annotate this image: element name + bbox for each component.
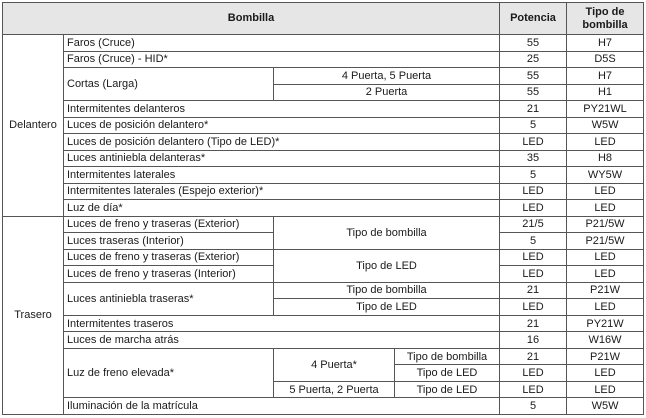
type-value: W5W [567, 398, 644, 415]
table-row [3, 117, 644, 134]
bulb-specification-table [2, 2, 644, 415]
table-row [3, 249, 644, 266]
bulb-name: Intermitentes laterales [64, 167, 500, 184]
group-rear-label: Trasero [3, 216, 64, 414]
power-value: LED [500, 200, 567, 217]
type-value: LED [567, 299, 644, 316]
table-row [3, 68, 644, 85]
bulb-name: Luz de freno elevada* [64, 348, 274, 398]
door-variant-label: 4 Puerta* [274, 348, 395, 381]
table-row [3, 51, 644, 68]
power-value: LED [500, 134, 567, 151]
type-value: P21/5W [567, 233, 644, 250]
table-row [3, 216, 644, 233]
power-value: 5 [500, 117, 567, 134]
power-value: LED [500, 266, 567, 283]
power-value: 5 [500, 233, 567, 250]
header-bulb-type [567, 3, 644, 35]
bulb-name: Iluminación de la matrícula [64, 398, 500, 415]
table-row [3, 398, 644, 415]
type-value: LED [567, 381, 644, 398]
bulb-name: Luces de posición delantero (Tipo de LED)* [64, 134, 500, 151]
variant-label: 4 Puerta, 5 Puerta [274, 68, 500, 85]
type-value: H7 [567, 35, 644, 52]
power-value: LED [500, 365, 567, 382]
bulb-name: Intermitentes laterales (Espejo exterior)* [64, 183, 500, 200]
power-value: 25 [500, 51, 567, 68]
bulb-name: Luces de marcha atrás [64, 332, 500, 349]
type-value: P21/5W [567, 216, 644, 233]
table-row [3, 167, 644, 184]
variant-label: Tipo de LED [395, 365, 500, 382]
door-variant-label: 5 Puerta, 2 Puerta [274, 381, 395, 398]
table-row [3, 183, 644, 200]
power-value: 21 [500, 315, 567, 332]
type-value: LED [567, 200, 644, 217]
type-value: P21W [567, 282, 644, 299]
variant-label: Tipo de LED [274, 299, 500, 316]
variant-label: Tipo de bombilla [274, 216, 500, 249]
table-row [3, 35, 644, 52]
bulb-name: Faros (Cruce) [64, 35, 500, 52]
table-row [3, 332, 644, 349]
bulb-name: Luces antiniebla delanteras* [64, 150, 500, 167]
variant-label: Tipo de LED [274, 249, 500, 282]
bulb-name: Intermitentes delanteros [64, 101, 500, 118]
type-value: LED [567, 266, 644, 283]
type-value: H1 [567, 84, 644, 101]
type-value: D5S [567, 51, 644, 68]
bulb-name: Intermitentes traseros [64, 315, 500, 332]
table-row [3, 200, 644, 217]
variant-label: Tipo de bombilla [395, 348, 500, 365]
variant-label: Tipo de LED [395, 381, 500, 398]
variant-label: 2 Puerta [274, 84, 500, 101]
type-value: P21W [567, 348, 644, 365]
type-value: LED [567, 365, 644, 382]
bulb-name: Luz de día* [64, 200, 500, 217]
type-value: PY21WL [567, 101, 644, 118]
power-value: LED [500, 249, 567, 266]
bulb-name: Luces de freno y traseras (Exterior) [64, 249, 274, 266]
power-value: 5 [500, 398, 567, 415]
power-value: 5 [500, 167, 567, 184]
bulb-name: Luces de freno y traseras (Exterior) [64, 216, 274, 233]
group-front-label: Delantero [3, 35, 64, 217]
power-value: LED [500, 299, 567, 316]
table-row [3, 134, 644, 151]
header-row [3, 3, 644, 35]
type-value: H7 [567, 68, 644, 85]
power-value: 35 [500, 150, 567, 167]
power-value: 21 [500, 101, 567, 118]
power-value: 55 [500, 35, 567, 52]
power-value: 55 [500, 84, 567, 101]
type-value: WY5W [567, 167, 644, 184]
type-value: PY21W [567, 315, 644, 332]
bulb-name: Cortas (Larga) [64, 68, 274, 101]
type-value: LED [567, 249, 644, 266]
header-bulb-type-line1: Tipo de [585, 5, 625, 18]
table-row [3, 101, 644, 118]
power-value: 55 [500, 68, 567, 85]
power-value: 16 [500, 332, 567, 349]
bulb-name: Luces de posición delantero* [64, 117, 500, 134]
bulb-name: Luces de freno y traseras (Interior) [64, 266, 274, 283]
header-bulb-type-line2: bombilla [582, 18, 628, 31]
type-value: LED [567, 183, 644, 200]
bulb-name: Luces antiniebla traseras* [64, 282, 274, 315]
table-row [3, 348, 644, 365]
bulb-name: Luces traseras (Interior) [64, 233, 274, 250]
power-value: 21 [500, 282, 567, 299]
header-power: Potencia [500, 3, 567, 35]
power-value: 21 [500, 348, 567, 365]
type-value: LED [567, 134, 644, 151]
table-row [3, 282, 644, 299]
type-value: W5W [567, 117, 644, 134]
table-row [3, 315, 644, 332]
power-value: LED [500, 381, 567, 398]
type-value: W16W [567, 332, 644, 349]
header-bulb: Bombilla [3, 3, 500, 35]
variant-label: Tipo de bombilla [274, 282, 500, 299]
type-value: H8 [567, 150, 644, 167]
table-row [3, 150, 644, 167]
power-value: LED [500, 183, 567, 200]
bulb-name: Faros (Cruce) - HID* [64, 51, 500, 68]
power-value: 21/5 [500, 216, 567, 233]
